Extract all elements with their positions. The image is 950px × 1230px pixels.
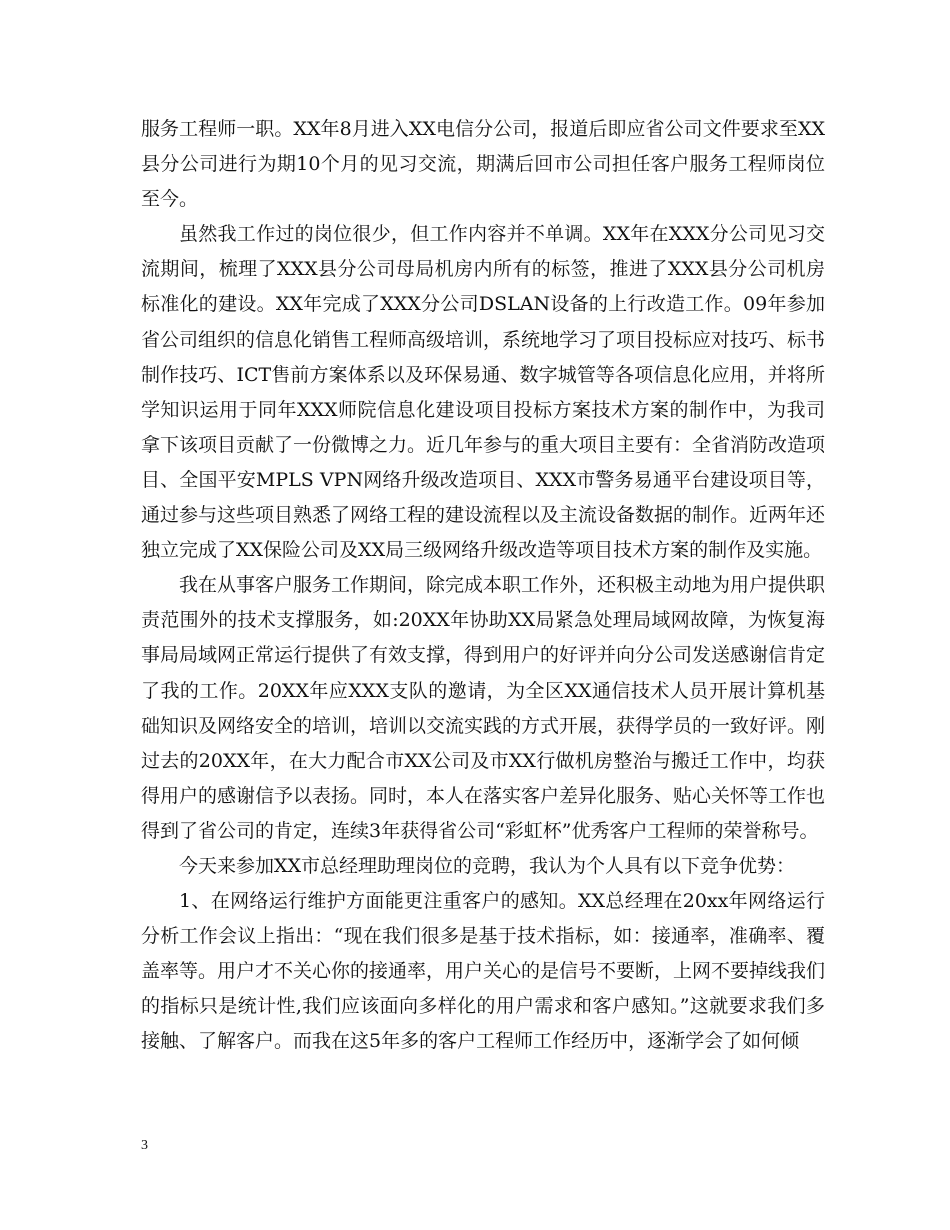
paragraph-3: 我在从事客户服务工作期间，除完成本职工作外，还积极主动地为用户提供职责范围外的技术支撑服务，如:20XX年协助XX局紧急处理局域网故障，为恢复海事局局域网正常运行提供了有效支撑，得到用户的好评并向分公司发送感谢信肯定了我的工作。20XX年应XXX支队的邀请，为全区XX通信技术人员开展计算机基础知识及网络安全的培训，培训以交流实践的方式开展，获得学员的一致好评。刚过去的20XX年，在大力配合市XX公司及市XX行做机房整治与搬迁工作中，均获得用户的感谢信予以表扬。同时，本人在落实客户差异化服务、贴心关怀等工作也得到了省公司的肯定，连续3年获得省公司“彩虹杯”优秀客户工程师的荣誉称号。 bbox=[141, 574, 826, 842]
paragraph-2: 虽然我工作过的岗位很少，但工作内容并不单调。XX年在XXX分公司见习交流期间，梳理了XXX县分公司母局机房内所有的标签，推进了XXX县分公司机房标准化的建设。XX年完成了XXX分公司DSLAN设备的上行改造工作。09年参加省公司组织的信息化销售工程师高级培训，系统地学习了项目投标应对技巧、标书制作技巧、ICT售前方案体系以及环保易通、数字城管等各项信息化应用，并将所学知识运用于同年XXX师院信息化建设项目投标方案技术方案的制作中，为我司拿下该项目贡献了一份微博之力。近几年参与的重大项目主要有：全省消防改造项目、全国平安MPLS VPN网络升级改造项目、XXX市警务易通平台建设项目等，通过参与这些项目熟悉了网络工程的建设流程以及主流设备数据的制作。近两年还独立完成了XX保险公司及XX局三级网络升级改造等项目技术方案的制作及实施。 bbox=[141, 223, 826, 562]
document-body bbox=[141, 112, 825, 1060]
paragraph-1: 服务工程师一职。XX年8月进入XX电信分公司，报道后即应省公司文件要求至XX县分公司进行为期10个月的见习交流，期满后回市公司担任客户服务工程师岗位至今。 bbox=[141, 118, 825, 211]
paragraph-5: 1、在网络运行维护方面能更注重客户的感知。XX总经理在20xx年网络运行分析工作会议上指出：“现在我们很多是基于技术指标，如：接通率，准确率、覆盖率等。用户才不关心你的接通率，用户关心的是信号不要断，上网不要掉线我们的指标只是统计性,我们应该面向多样化的用户需求和客户感知。”这就要求我们多接触、了解客户。而我在这5年多的客户工程师工作经历中，逐渐学会了如何倾 bbox=[141, 890, 826, 1053]
paragraph-4: 今天来参加XX市总经理助理岗位的竞聘，我认为个人具有以下竞争优势： bbox=[179, 854, 796, 877]
page-number: 3 bbox=[141, 1138, 148, 1153]
